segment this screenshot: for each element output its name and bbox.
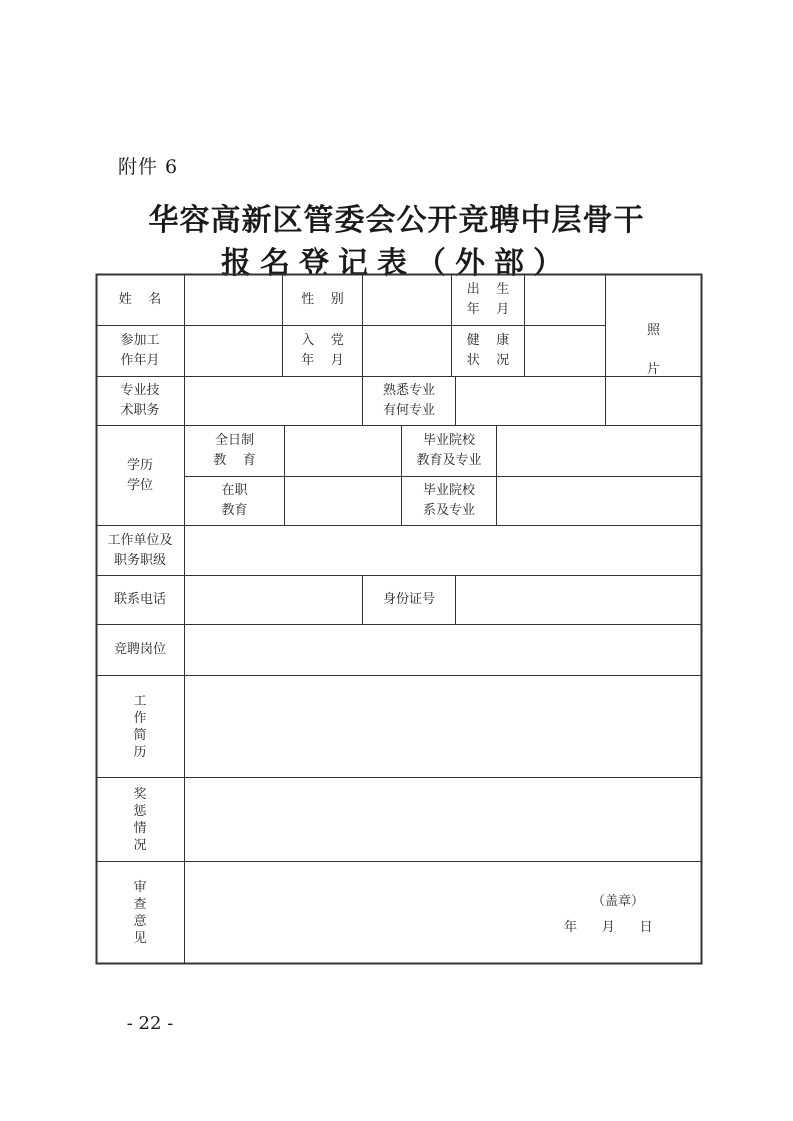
label-review — [96, 862, 184, 963]
form-subtitle: 报名登记表（外部） — [221, 246, 572, 281]
photo-box[interactable] — [606, 275, 701, 425]
label-char: 况 — [133, 837, 147, 853]
label-fulltime: 全日制 教 育 — [213, 433, 256, 468]
id-number-field[interactable] — [456, 576, 701, 624]
attachment-label: 附件 6 — [118, 156, 179, 178]
label-char: 审 — [133, 879, 147, 895]
name-field[interactable] — [185, 275, 282, 325]
photo-label-2: 片 — [646, 362, 660, 377]
label-char: 惩 — [133, 803, 147, 819]
gender-field[interactable] — [363, 275, 451, 325]
label-phone: 联系电话 — [113, 592, 166, 607]
health-field[interactable] — [525, 326, 605, 376]
label-birth: 出 生 年 月 — [466, 282, 510, 317]
awards-field[interactable] — [185, 778, 701, 861]
title-rank-field[interactable] — [185, 377, 362, 425]
label-title-rank: 专业技 术职务 — [120, 383, 160, 418]
review-date: 年 月 日 — [564, 920, 653, 935]
label-name: 姓 名 — [118, 292, 162, 307]
inservice-field[interactable] — [285, 477, 401, 525]
review-field[interactable] — [185, 862, 701, 963]
label-gender: 性 别 — [301, 292, 344, 307]
party-field[interactable] — [363, 326, 451, 376]
label-char: 情 — [133, 820, 147, 836]
label-char: 奖 — [133, 786, 147, 802]
label-work-start: 参加工 作年月 — [120, 333, 160, 368]
label-char: 意 — [133, 913, 147, 929]
page-number: - 22 - — [126, 1013, 174, 1034]
work-start-field[interactable] — [185, 326, 282, 376]
employer-field[interactable] — [185, 526, 701, 575]
label-education: 学历 学位 — [126, 457, 153, 493]
phone-field[interactable] — [185, 576, 362, 624]
label-party: 入 党 年 月 — [301, 333, 344, 368]
label-inservice-school: 毕业院校 系及专业 — [422, 483, 475, 518]
label-id-number: 身份证号 — [382, 592, 435, 607]
label-resume — [96, 676, 184, 777]
familiar-field[interactable] — [456, 377, 605, 425]
form-title: 华容高新区管委会公开竞聘中层骨干 — [148, 203, 645, 238]
resume-field[interactable] — [185, 676, 701, 777]
label-char: 见 — [133, 930, 147, 946]
label-char: 作 — [133, 710, 147, 726]
fulltime-school-field[interactable] — [497, 426, 701, 476]
label-char: 工 — [133, 693, 147, 709]
photo-label-1: 照 — [646, 323, 660, 338]
label-awards — [96, 778, 184, 861]
fulltime-field[interactable] — [285, 426, 401, 476]
label-health: 健 康 状 况 — [466, 333, 510, 368]
label-char: 简 — [133, 727, 147, 743]
position-field[interactable] — [185, 625, 701, 675]
label-char: 查 — [133, 896, 147, 912]
label-inservice: 在职 教育 — [221, 483, 248, 518]
label-employer: 工作单位及 职务职级 — [107, 532, 173, 568]
label-familiar: 熟悉专业 有何专业 — [382, 383, 435, 418]
birth-field[interactable] — [525, 275, 605, 325]
label-fulltime-school: 毕业院校 教育及专业 — [416, 433, 482, 468]
seal-label: （盖章） — [592, 894, 645, 909]
label-char: 历 — [133, 744, 147, 760]
label-position: 竞聘岗位 — [113, 642, 166, 657]
inservice-school-field[interactable] — [497, 477, 701, 525]
